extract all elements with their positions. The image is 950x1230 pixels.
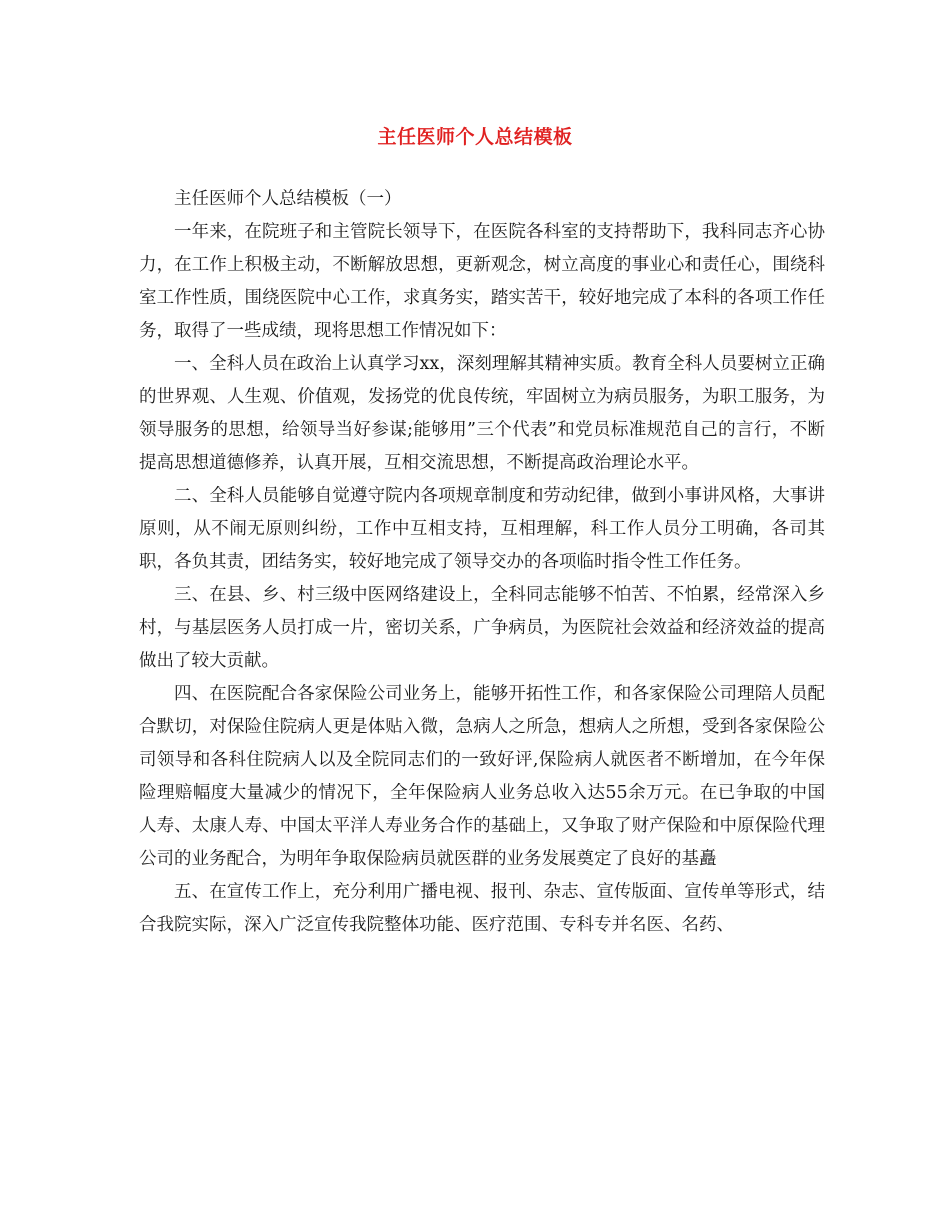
paragraph-insurance: 四、在医院配合各家保险公司业务上，能够开拓性工作，和各家保险公司理陪人员配合默切，对保险住院病人更是体贴入微，急病人之所急，想病人之所想，受到各家保险公司领导和各科住院病人以及全院同志们的一致好评,保险病人就医者不断增加，在今年保险理赔幅度大量减少的情况下，全年保险病人业务总收入达55余万元。在已争取的中国人寿、太康人寿、中国太平洋人寿业务合作的基础上，又争取了财产保险和中原保险代理公司的业务配合，为明年争取保险病员就医群的业务发展奠定了良好的基矗: [139, 684, 825, 869]
section-heading: 主任医师个人总结模板（一）: [174, 189, 402, 209]
intro-paragraph: 一年来，在院班子和主管院长领导下，在医院各科室的支持帮助下，我科同志齐心协力，在工作上积极主动，不断解放思想，更新观念，树立高度的事业心和责任心，围绕科室工作性质，围绕医院中心工作，求真务实，踏实苦干，较好地完成了本科的各项工作任务，取得了一些成绩，现将思想工作情况如下：: [139, 222, 825, 341]
paragraph-network-building: 三、在县、乡、村三级中医网络建设上，全科同志能够不怕苦、不怕累，经常深入乡村，与基层医务人员打成一片，密切关系，广争病员，为医院社会效益和经济效益的提高做出了较大贡献。: [139, 585, 825, 671]
paragraph-discipline: 二、全科人员能够自觉遵守院内各项规章制度和劳动纪律，做到小事讲风格，大事讲原则，从不闹无原则纠纷，工作中互相支持，互相理解，科工作人员分工明确，各司其职，各负其责，团结务实，较好地完成了领导交办的各项临时指令性工作任务。: [139, 486, 825, 572]
document-body: [139, 183, 825, 942]
paragraph-political-study: 一、全科人员在政治上认真学习xx，深刻理解其精神实质。教育全科人员要树立正确的世界观、人生观、价值观，发扬党的优良传统，牢固树立为病员服务，为职工服务，为领导服务的思想，给领导当好参谋;能够用”三个代表”和党员标准规范自己的言行，不断提高思想道德修养，认真开展，互相交流思想，不断提高政治理论水平。: [139, 354, 825, 473]
paragraph-publicity: 五、在宣传工作上，充分利用广播电视、报刊、杂志、宣传版面、宣传单等形式，结合我院实际，深入广泛宣传我院整体功能、医疗范围、专科专并名医、名药、: [139, 882, 825, 935]
document-title: 主任医师个人总结模板: [377, 126, 573, 148]
